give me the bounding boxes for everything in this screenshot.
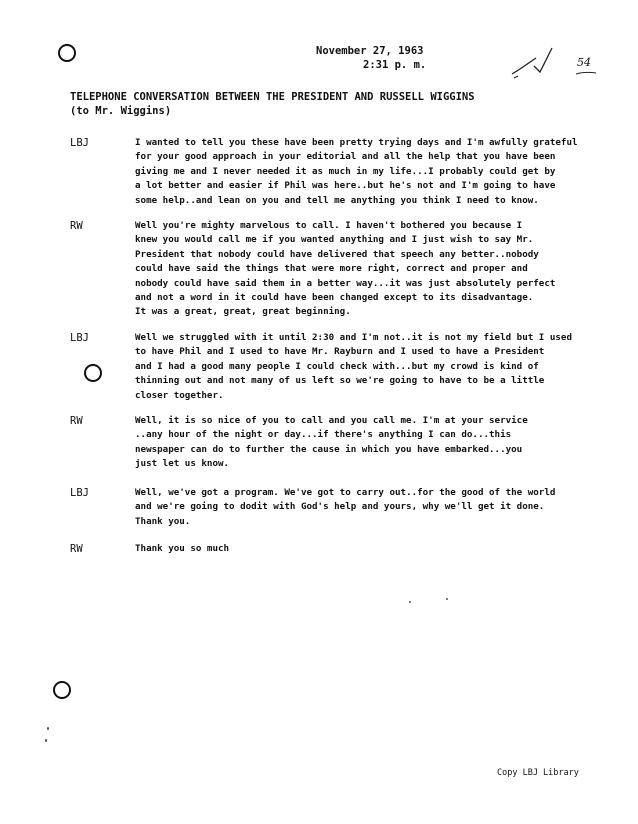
title-line-1: TELEPHONE CONVERSATION BETWEEN THE PRESIDENT AND RUSSELL WIGGINS bbox=[70, 91, 475, 103]
speech-line: a lot better and easier if Phil was here..but he's not and I'm going to have bbox=[135, 180, 556, 192]
speech-line: Thank you so much bbox=[135, 543, 230, 554]
speech-text bbox=[135, 486, 635, 529]
speech-line: and we're going to dodit with God's help and yours, why we'll get it done. bbox=[135, 501, 545, 513]
speech-line: President that nobody could have delivered that speech any better..nobody bbox=[135, 248, 539, 260]
speaker-label: RW bbox=[70, 415, 83, 427]
document-title bbox=[70, 90, 475, 118]
speech-text bbox=[135, 219, 635, 320]
date-line: November 27, 1963 bbox=[316, 45, 424, 57]
speech-line: nobody could have said them in a better way...it was just absolutely perfect bbox=[135, 277, 556, 289]
scan-speck bbox=[47, 727, 49, 730]
speech-line: just let us know. bbox=[135, 458, 230, 470]
speech-line: Thank you. bbox=[135, 515, 191, 527]
speech-line: knew you would call me if you wanted anything and I just wish to say Mr. bbox=[135, 234, 534, 246]
speech-line: and not a word in it could have been changed except to its disadvantage. bbox=[135, 292, 534, 304]
speech-line: thinning out and not many of us left so we're going to have to be a little bbox=[135, 375, 545, 387]
time-line: 2:31 p. m. bbox=[363, 59, 427, 71]
speech-line: ..any hour of the night or day...if there's anything I can do...this bbox=[135, 429, 512, 441]
speech-line: could have said the things that were more right, correct and proper and bbox=[135, 263, 528, 275]
speaker-label: LBJ bbox=[70, 137, 89, 149]
title-line-2: (to Mr. Wiggins) bbox=[70, 105, 172, 117]
punch-hole-top bbox=[58, 44, 76, 62]
copy-stamp: Copy LBJ Library bbox=[497, 768, 579, 778]
speech-line: some help..and lean on you and tell me anything you think I need to know. bbox=[135, 194, 539, 206]
speech-text bbox=[135, 414, 635, 472]
speaker-label: LBJ bbox=[70, 487, 89, 499]
date-time-header bbox=[316, 44, 426, 72]
speech-line: I wanted to tell you these have been pretty trying days and I'm awfully grateful bbox=[135, 137, 578, 148]
speech-line: newspaper can do to further the cause in which you have embarked...you bbox=[135, 443, 523, 455]
speech-line: to have Phil and I used to have Mr. Rayburn and I used to have a President bbox=[135, 346, 545, 358]
handwritten-page-number: 54 bbox=[577, 56, 591, 69]
speaker-label: LBJ bbox=[70, 332, 89, 344]
speech-text bbox=[135, 331, 635, 403]
speech-line: for your good approach in your editorial and all the help that you have been bbox=[135, 151, 556, 163]
underline-stroke-icon bbox=[575, 70, 597, 76]
speech-line: closer together. bbox=[135, 389, 224, 401]
speech-line: Well, we've got a program. We've got to carry out..for the good of the world bbox=[135, 487, 556, 498]
speech-line: Well, it is so nice of you to call and you call me. I'm at your service bbox=[135, 415, 528, 426]
speech-text bbox=[135, 542, 635, 556]
punch-hole-bottom bbox=[53, 681, 71, 699]
speaker-label: RW bbox=[70, 220, 83, 232]
scan-speck bbox=[45, 739, 47, 742]
punch-hole-middle bbox=[84, 364, 102, 382]
scan-speck bbox=[409, 601, 411, 603]
speech-line: Well you're mighty marvelous to call. I haven't bothered you because I bbox=[135, 220, 523, 231]
speaker-label: RW bbox=[70, 543, 83, 555]
speech-line: and I had a good many people I could check with...but my crowd is kind of bbox=[135, 360, 539, 372]
handwritten-checkmark-icon bbox=[510, 44, 570, 84]
speech-text bbox=[135, 136, 635, 208]
speech-line: giving me and I never needed it as much in my life...I probably could get by bbox=[135, 165, 556, 177]
speech-line: Well we struggled with it until 2:30 and I'm not..it is not my field but I used bbox=[135, 332, 572, 343]
speech-line: It was a great, great, great beginning. bbox=[135, 306, 351, 318]
scan-speck bbox=[446, 598, 448, 600]
